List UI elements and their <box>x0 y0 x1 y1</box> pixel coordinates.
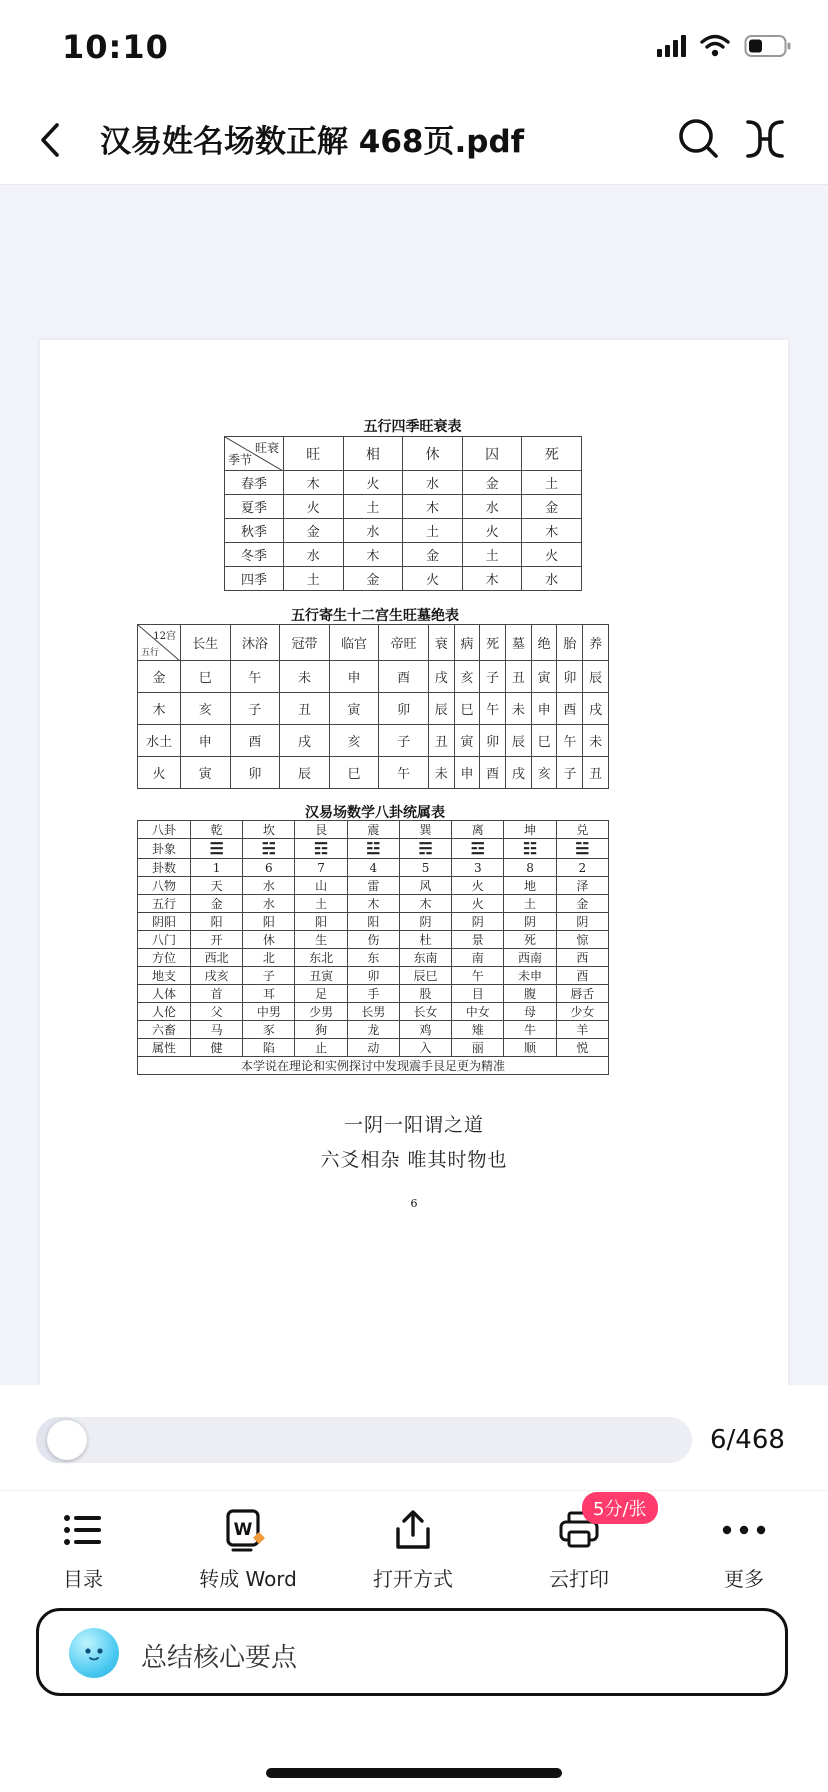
table2-cell: 丑 <box>428 725 454 757</box>
table3-cell: 悦 <box>556 1039 608 1057</box>
print-price-badge: 5分/张 <box>582 1492 658 1524</box>
table3-cell: 景 <box>452 931 504 949</box>
ai-assistant-icon <box>69 1628 119 1678</box>
table3-cell: 木 <box>399 895 451 913</box>
table3-row-label: 六畜 <box>138 1021 191 1039</box>
table3-cell: 阴 <box>504 913 556 931</box>
table1-cell: 木 <box>522 519 582 543</box>
table3-cell: 陷 <box>243 1039 295 1057</box>
table3-cell: 中女 <box>452 1003 504 1021</box>
table3-cell: 子 <box>243 967 295 985</box>
table3-cell: 开 <box>191 931 243 949</box>
table2-cell: 戌 <box>280 725 330 757</box>
table2-body <box>138 661 609 789</box>
table3-cell: 7 <box>295 859 347 877</box>
table3-cell: 兑 <box>556 821 608 839</box>
table3-row-label: 阴阳 <box>138 913 191 931</box>
table2-cell: 寅 <box>454 725 480 757</box>
table3-cell: 金 <box>556 895 608 913</box>
table2-header: 绝 <box>531 625 557 661</box>
table2-cell: 巳 <box>531 725 557 757</box>
table3-cell: 雷 <box>347 877 399 895</box>
table3-cell: 未申 <box>504 967 556 985</box>
table1-cell: 金 <box>343 567 403 591</box>
catalog-label: 目录 <box>63 1567 103 1591</box>
table1-title: 五行四季旺衰表 <box>363 419 462 435</box>
table3-cell: 4 <box>347 859 399 877</box>
table2-cell: 子 <box>379 725 429 757</box>
table1-cell: 木 <box>462 567 522 591</box>
table1-row-label: 秋季 <box>225 519 284 543</box>
table3-cell: 阴 <box>452 913 504 931</box>
table1-row <box>225 543 582 567</box>
document-title: 汉易姓名场数正解 468页.pdf <box>100 124 525 160</box>
summarize-key-points-label: 总结核心要点 <box>141 1643 298 1673</box>
table3-note: 本学说在理论和实例探讨中发现震手艮足更为精准 <box>138 1057 609 1075</box>
table3-cell: ☷ <box>504 839 556 859</box>
table3-cell: 惊 <box>556 931 608 949</box>
open-with-label: 打开方式 <box>373 1567 453 1591</box>
table1-cell: 水 <box>343 519 403 543</box>
table3-cell: 南 <box>452 949 504 967</box>
table2-row <box>138 661 609 693</box>
table3-cell: ☱ <box>556 839 608 859</box>
table3-row <box>138 985 609 1003</box>
status-time: 10:10 <box>62 28 169 66</box>
table2-cell: 巳 <box>329 757 379 789</box>
table2-row-label: 水土 <box>138 725 181 757</box>
quote-line-2: 六爻相杂 唯其时物也 <box>320 1149 508 1171</box>
table3-cell: 阳 <box>295 913 347 931</box>
table2-row-label: 火 <box>138 757 181 789</box>
table2-cell: 寅 <box>329 693 379 725</box>
table2-row <box>138 757 609 789</box>
table3-cell: 少女 <box>556 1003 608 1021</box>
table2-cell: 寅 <box>531 661 557 693</box>
table3-cell: 坎 <box>243 821 295 839</box>
document-header <box>0 96 828 185</box>
table3-row <box>138 913 609 931</box>
table1-cell: 木 <box>284 471 344 495</box>
table3-cell: 2 <box>556 859 608 877</box>
table3-cell: 东南 <box>399 949 451 967</box>
table2-cell: 酉 <box>480 757 506 789</box>
table3-row-label: 八门 <box>138 931 191 949</box>
table2-cell: 辰 <box>506 725 532 757</box>
table3-cell: 长女 <box>399 1003 451 1021</box>
table3-cell: 水 <box>243 895 295 913</box>
table2-cell: 申 <box>181 725 231 757</box>
table1-cell: 金 <box>522 495 582 519</box>
signal-icon <box>657 35 686 57</box>
table3-cell: 6 <box>243 859 295 877</box>
table3-row <box>138 877 609 895</box>
table1-corner-top: 旺衰 <box>254 441 279 455</box>
table3-row <box>138 1021 609 1039</box>
table3-cell: 离 <box>452 821 504 839</box>
table2-row <box>138 693 609 725</box>
table2-row-label: 金 <box>138 661 181 693</box>
table3-cell: 龙 <box>347 1021 399 1039</box>
table3-cell: 东 <box>347 949 399 967</box>
table2-header: 墓 <box>506 625 532 661</box>
table2-cell: 未 <box>506 693 532 725</box>
table2-cell: 卯 <box>480 725 506 757</box>
table3-cell: 山 <box>295 877 347 895</box>
table1-cell: 水 <box>403 471 463 495</box>
table3-cell: 阳 <box>191 913 243 931</box>
table2-cell: 辰 <box>428 693 454 725</box>
table2-cell: 戌 <box>583 693 609 725</box>
table3-cell: 西北 <box>191 949 243 967</box>
word-convert-icon <box>225 1508 271 1552</box>
table3-row <box>138 859 609 877</box>
table3-bagua <box>137 820 609 1075</box>
table3-cell: 阳 <box>347 913 399 931</box>
quote-line-1: 一阴一阳谓之道 <box>343 1114 484 1136</box>
table1-row-label: 春季 <box>225 471 284 495</box>
table3-cell: 土 <box>504 895 556 913</box>
wifi-icon <box>700 34 730 58</box>
table3-cell: 阴 <box>399 913 451 931</box>
table3-cell: 艮 <box>295 821 347 839</box>
catalog-button[interactable] <box>3 1491 163 1601</box>
table2-cell: 丑 <box>506 661 532 693</box>
table1-cell: 土 <box>522 471 582 495</box>
table1-row <box>225 519 582 543</box>
table1-cell: 土 <box>462 543 522 567</box>
table1-cell: 木 <box>403 495 463 519</box>
table3-cell: 顺 <box>504 1039 556 1057</box>
table3-cell: 1 <box>191 859 243 877</box>
summarize-key-points-button[interactable] <box>36 1608 788 1696</box>
more-label: 更多 <box>724 1567 764 1591</box>
table3-cell: 生 <box>295 931 347 949</box>
status-icons <box>657 34 792 58</box>
search-icon <box>674 114 724 164</box>
page-number: 6 <box>410 1197 418 1210</box>
table2-corner-bottom: 五行 <box>141 648 160 658</box>
page-counter: 6/468 <box>710 1425 785 1455</box>
table2-cell: 午 <box>379 757 429 789</box>
page-slider[interactable] <box>36 1417 692 1463</box>
table1-cell: 火 <box>522 543 582 567</box>
table3-cell: 火 <box>452 895 504 913</box>
table2-title: 五行寄生十二宫生旺墓绝表 <box>291 608 459 624</box>
share-icon <box>393 1509 433 1551</box>
table3-cell: 西南 <box>504 949 556 967</box>
convert-to-word-button[interactable] <box>168 1491 328 1601</box>
table2-header: 长生 <box>181 625 231 661</box>
table3-cell: 少男 <box>295 1003 347 1021</box>
table3-row <box>138 967 609 985</box>
table1-cell: 土 <box>343 495 403 519</box>
more-button[interactable] <box>664 1491 824 1601</box>
table2-cell: 子 <box>480 661 506 693</box>
table3-cell: 8 <box>504 859 556 877</box>
table2-cell: 亥 <box>181 693 231 725</box>
table3-cell: 午 <box>452 967 504 985</box>
table1-row <box>225 567 582 591</box>
table1-cell: 金 <box>462 471 522 495</box>
table1-corner-bottom: 季节 <box>228 453 253 467</box>
table3-cell: ☲ <box>452 839 504 859</box>
ai-summary-area <box>0 1600 828 1792</box>
table2-cell: 卯 <box>230 757 280 789</box>
table2-cell: 申 <box>531 693 557 725</box>
table2-cell: 午 <box>480 693 506 725</box>
table2-cell: 辰 <box>583 661 609 693</box>
table2-cell: 卯 <box>379 693 429 725</box>
table3-cell: 休 <box>243 931 295 949</box>
table1-row-label: 冬季 <box>225 543 284 567</box>
table1-row-label: 四季 <box>225 567 284 591</box>
table2-cell: 戌 <box>506 757 532 789</box>
table3-cell: 泽 <box>556 877 608 895</box>
table2-header: 衰 <box>428 625 454 661</box>
table1-header: 休 <box>403 437 463 471</box>
table3-row-label: 属性 <box>138 1039 191 1057</box>
table3-cell: 坤 <box>504 821 556 839</box>
table2-corner <box>138 625 181 661</box>
table3-row <box>138 839 609 859</box>
table3-cell: 震 <box>347 821 399 839</box>
table3-row <box>138 949 609 967</box>
table1-cell: 火 <box>284 495 344 519</box>
ai-face-icon <box>69 1628 119 1678</box>
table2-cell: 戌 <box>428 661 454 693</box>
table3-cell: ☰ <box>191 839 243 859</box>
table3-cell: 首 <box>191 985 243 1003</box>
table3-cell: 健 <box>191 1039 243 1057</box>
table3-row-label: 卦数 <box>138 859 191 877</box>
table3-cell: 长男 <box>347 1003 399 1021</box>
table1-cell: 水 <box>284 543 344 567</box>
table2-row <box>138 725 609 757</box>
table2-cell: 辰 <box>280 757 330 789</box>
table3-cell: 雉 <box>452 1021 504 1039</box>
table3-cell: 风 <box>399 877 451 895</box>
table2-cell: 寅 <box>181 757 231 789</box>
table3-cell: 股 <box>399 985 451 1003</box>
table1-seasons <box>224 436 582 591</box>
table2-row-label: 木 <box>138 693 181 725</box>
table2-cell: 申 <box>329 661 379 693</box>
table3-cell: 羊 <box>556 1021 608 1039</box>
table2-cell: 酉 <box>379 661 429 693</box>
table3-cell: 北 <box>243 949 295 967</box>
table1-body <box>225 471 582 591</box>
table3-cell: 腹 <box>504 985 556 1003</box>
table2-cell: 卯 <box>557 661 583 693</box>
table1-cell: 木 <box>343 543 403 567</box>
table1-header: 囚 <box>462 437 522 471</box>
table2-corner-top: 12宫 <box>153 631 176 642</box>
table3-row-label: 五行 <box>138 895 191 913</box>
table1-cell: 金 <box>284 519 344 543</box>
table1-header: 相 <box>343 437 403 471</box>
table3-cell: 5 <box>399 859 451 877</box>
table3-cell: ☳ <box>347 839 399 859</box>
table3-cell: 丑寅 <box>295 967 347 985</box>
pdf-viewer[interactable] <box>0 185 828 1385</box>
table1-row-label: 夏季 <box>225 495 284 519</box>
table3-cell: 目 <box>452 985 504 1003</box>
table1-cell: 火 <box>462 519 522 543</box>
table1-corner <box>225 437 284 471</box>
table3-cell: 足 <box>295 985 347 1003</box>
table3-cell: 父 <box>191 1003 243 1021</box>
table3-cell: 地 <box>504 877 556 895</box>
table3-row <box>138 1039 609 1057</box>
table3-cell: 母 <box>504 1003 556 1021</box>
table3-row <box>138 931 609 949</box>
table3-cell: 动 <box>347 1039 399 1057</box>
table3-cell: 土 <box>295 895 347 913</box>
table2-cell: 巳 <box>454 693 480 725</box>
chevron-left-icon <box>39 122 61 158</box>
page-progress <box>0 1385 828 1490</box>
table3-cell: ☴ <box>399 839 451 859</box>
table3-cell: 狗 <box>295 1021 347 1039</box>
table3-body <box>138 821 609 1057</box>
table2-header: 养 <box>583 625 609 661</box>
table2-cell: 亥 <box>329 725 379 757</box>
table2-cell: 亥 <box>454 661 480 693</box>
fullscreen-button[interactable] <box>740 114 790 164</box>
table2-header: 临官 <box>329 625 379 661</box>
table3-cell: 天 <box>191 877 243 895</box>
table2-cell: 丑 <box>583 757 609 789</box>
table2-header: 冠带 <box>280 625 330 661</box>
table3-cell: 木 <box>347 895 399 913</box>
table3-row-label: 人伦 <box>138 1003 191 1021</box>
table2-header: 病 <box>454 625 480 661</box>
table1-cell: 水 <box>462 495 522 519</box>
table3-cell: 巽 <box>399 821 451 839</box>
table2-cell: 子 <box>557 757 583 789</box>
table3-cell: 入 <box>399 1039 451 1057</box>
table1-cell: 金 <box>403 543 463 567</box>
more-dots-icon <box>722 1525 766 1535</box>
table1-cell: 火 <box>403 567 463 591</box>
table2-header: 胎 <box>557 625 583 661</box>
table3-cell: 止 <box>295 1039 347 1057</box>
table3-cell: 杜 <box>399 931 451 949</box>
table2-cell: 午 <box>230 661 280 693</box>
table2-cell: 午 <box>557 725 583 757</box>
table3-row-label: 地支 <box>138 967 191 985</box>
table2-cell: 未 <box>280 661 330 693</box>
table3-cell: 中男 <box>243 1003 295 1021</box>
table2-cell: 子 <box>230 693 280 725</box>
table2-cell: 巳 <box>181 661 231 693</box>
table3-title: 汉易场数学八卦统属表 <box>305 805 445 821</box>
expand-icon <box>740 114 790 164</box>
table3-cell: 酉 <box>556 967 608 985</box>
table3-cell: 辰巳 <box>399 967 451 985</box>
home-indicator <box>266 1768 562 1778</box>
back-button[interactable] <box>28 118 72 162</box>
table3-cell: ☶ <box>295 839 347 859</box>
table2-header: 死 <box>480 625 506 661</box>
table2-cell: 申 <box>454 757 480 789</box>
table3-row <box>138 895 609 913</box>
table3-cell: 丽 <box>452 1039 504 1057</box>
table2-cell: 丑 <box>280 693 330 725</box>
bottom-toolbar <box>0 1490 828 1601</box>
table3-row-label: 八卦 <box>138 821 191 839</box>
table3-cell: 乾 <box>191 821 243 839</box>
table1-row <box>225 495 582 519</box>
table2-cell: 亥 <box>531 757 557 789</box>
table1-cell: 土 <box>284 567 344 591</box>
table3-row-label: 人体 <box>138 985 191 1003</box>
table3-cell: 手 <box>347 985 399 1003</box>
table3-cell: 耳 <box>243 985 295 1003</box>
table2-cell: 酉 <box>230 725 280 757</box>
table3-cell: ☵ <box>243 839 295 859</box>
page-slider-thumb[interactable] <box>47 1420 87 1460</box>
table3-cell: 金 <box>191 895 243 913</box>
cloud-print-label: 云打印 <box>549 1567 609 1591</box>
table3-row-label: 卦象 <box>138 839 191 859</box>
table1-header: 死 <box>522 437 582 471</box>
table3-cell: 死 <box>504 931 556 949</box>
table3-cell: 西 <box>556 949 608 967</box>
table3-cell: 豕 <box>243 1021 295 1039</box>
convert-to-word-label: 转成 Word <box>199 1567 297 1591</box>
table1-header: 旺 <box>284 437 344 471</box>
table2-twelve-palaces <box>137 624 609 789</box>
table3-cell: 3 <box>452 859 504 877</box>
table3-row-label: 方位 <box>138 949 191 967</box>
svg-text:W: W <box>233 1520 253 1540</box>
search-button[interactable] <box>674 114 724 164</box>
table3-row <box>138 821 609 839</box>
table3-cell: 火 <box>452 877 504 895</box>
table3-cell: 鸡 <box>399 1021 451 1039</box>
table1-cell: 火 <box>343 471 403 495</box>
status-bar <box>0 0 828 96</box>
table1-row <box>225 471 582 495</box>
open-with-button[interactable] <box>333 1491 493 1601</box>
table3-cell: 水 <box>243 877 295 895</box>
table3-cell: 卯 <box>347 967 399 985</box>
table1-cell: 水 <box>522 567 582 591</box>
table3-row <box>138 1003 609 1021</box>
table3-cell: 阴 <box>556 913 608 931</box>
table3-cell: 马 <box>191 1021 243 1039</box>
table2-header: 沐浴 <box>230 625 280 661</box>
table3-row-label: 八物 <box>138 877 191 895</box>
table3-cell: 牛 <box>504 1021 556 1039</box>
table2-cell: 未 <box>428 757 454 789</box>
table2-cell: 未 <box>583 725 609 757</box>
table1-cell: 土 <box>403 519 463 543</box>
table2-header: 帝旺 <box>379 625 429 661</box>
list-icon <box>63 1513 103 1547</box>
pdf-page <box>40 340 788 1385</box>
table3-cell: 戌亥 <box>191 967 243 985</box>
table3-cell: 东北 <box>295 949 347 967</box>
battery-icon <box>744 34 792 58</box>
table3-cell: 伤 <box>347 931 399 949</box>
table3-cell: 阳 <box>243 913 295 931</box>
table2-cell: 酉 <box>557 693 583 725</box>
table3-cell: 唇舌 <box>556 985 608 1003</box>
